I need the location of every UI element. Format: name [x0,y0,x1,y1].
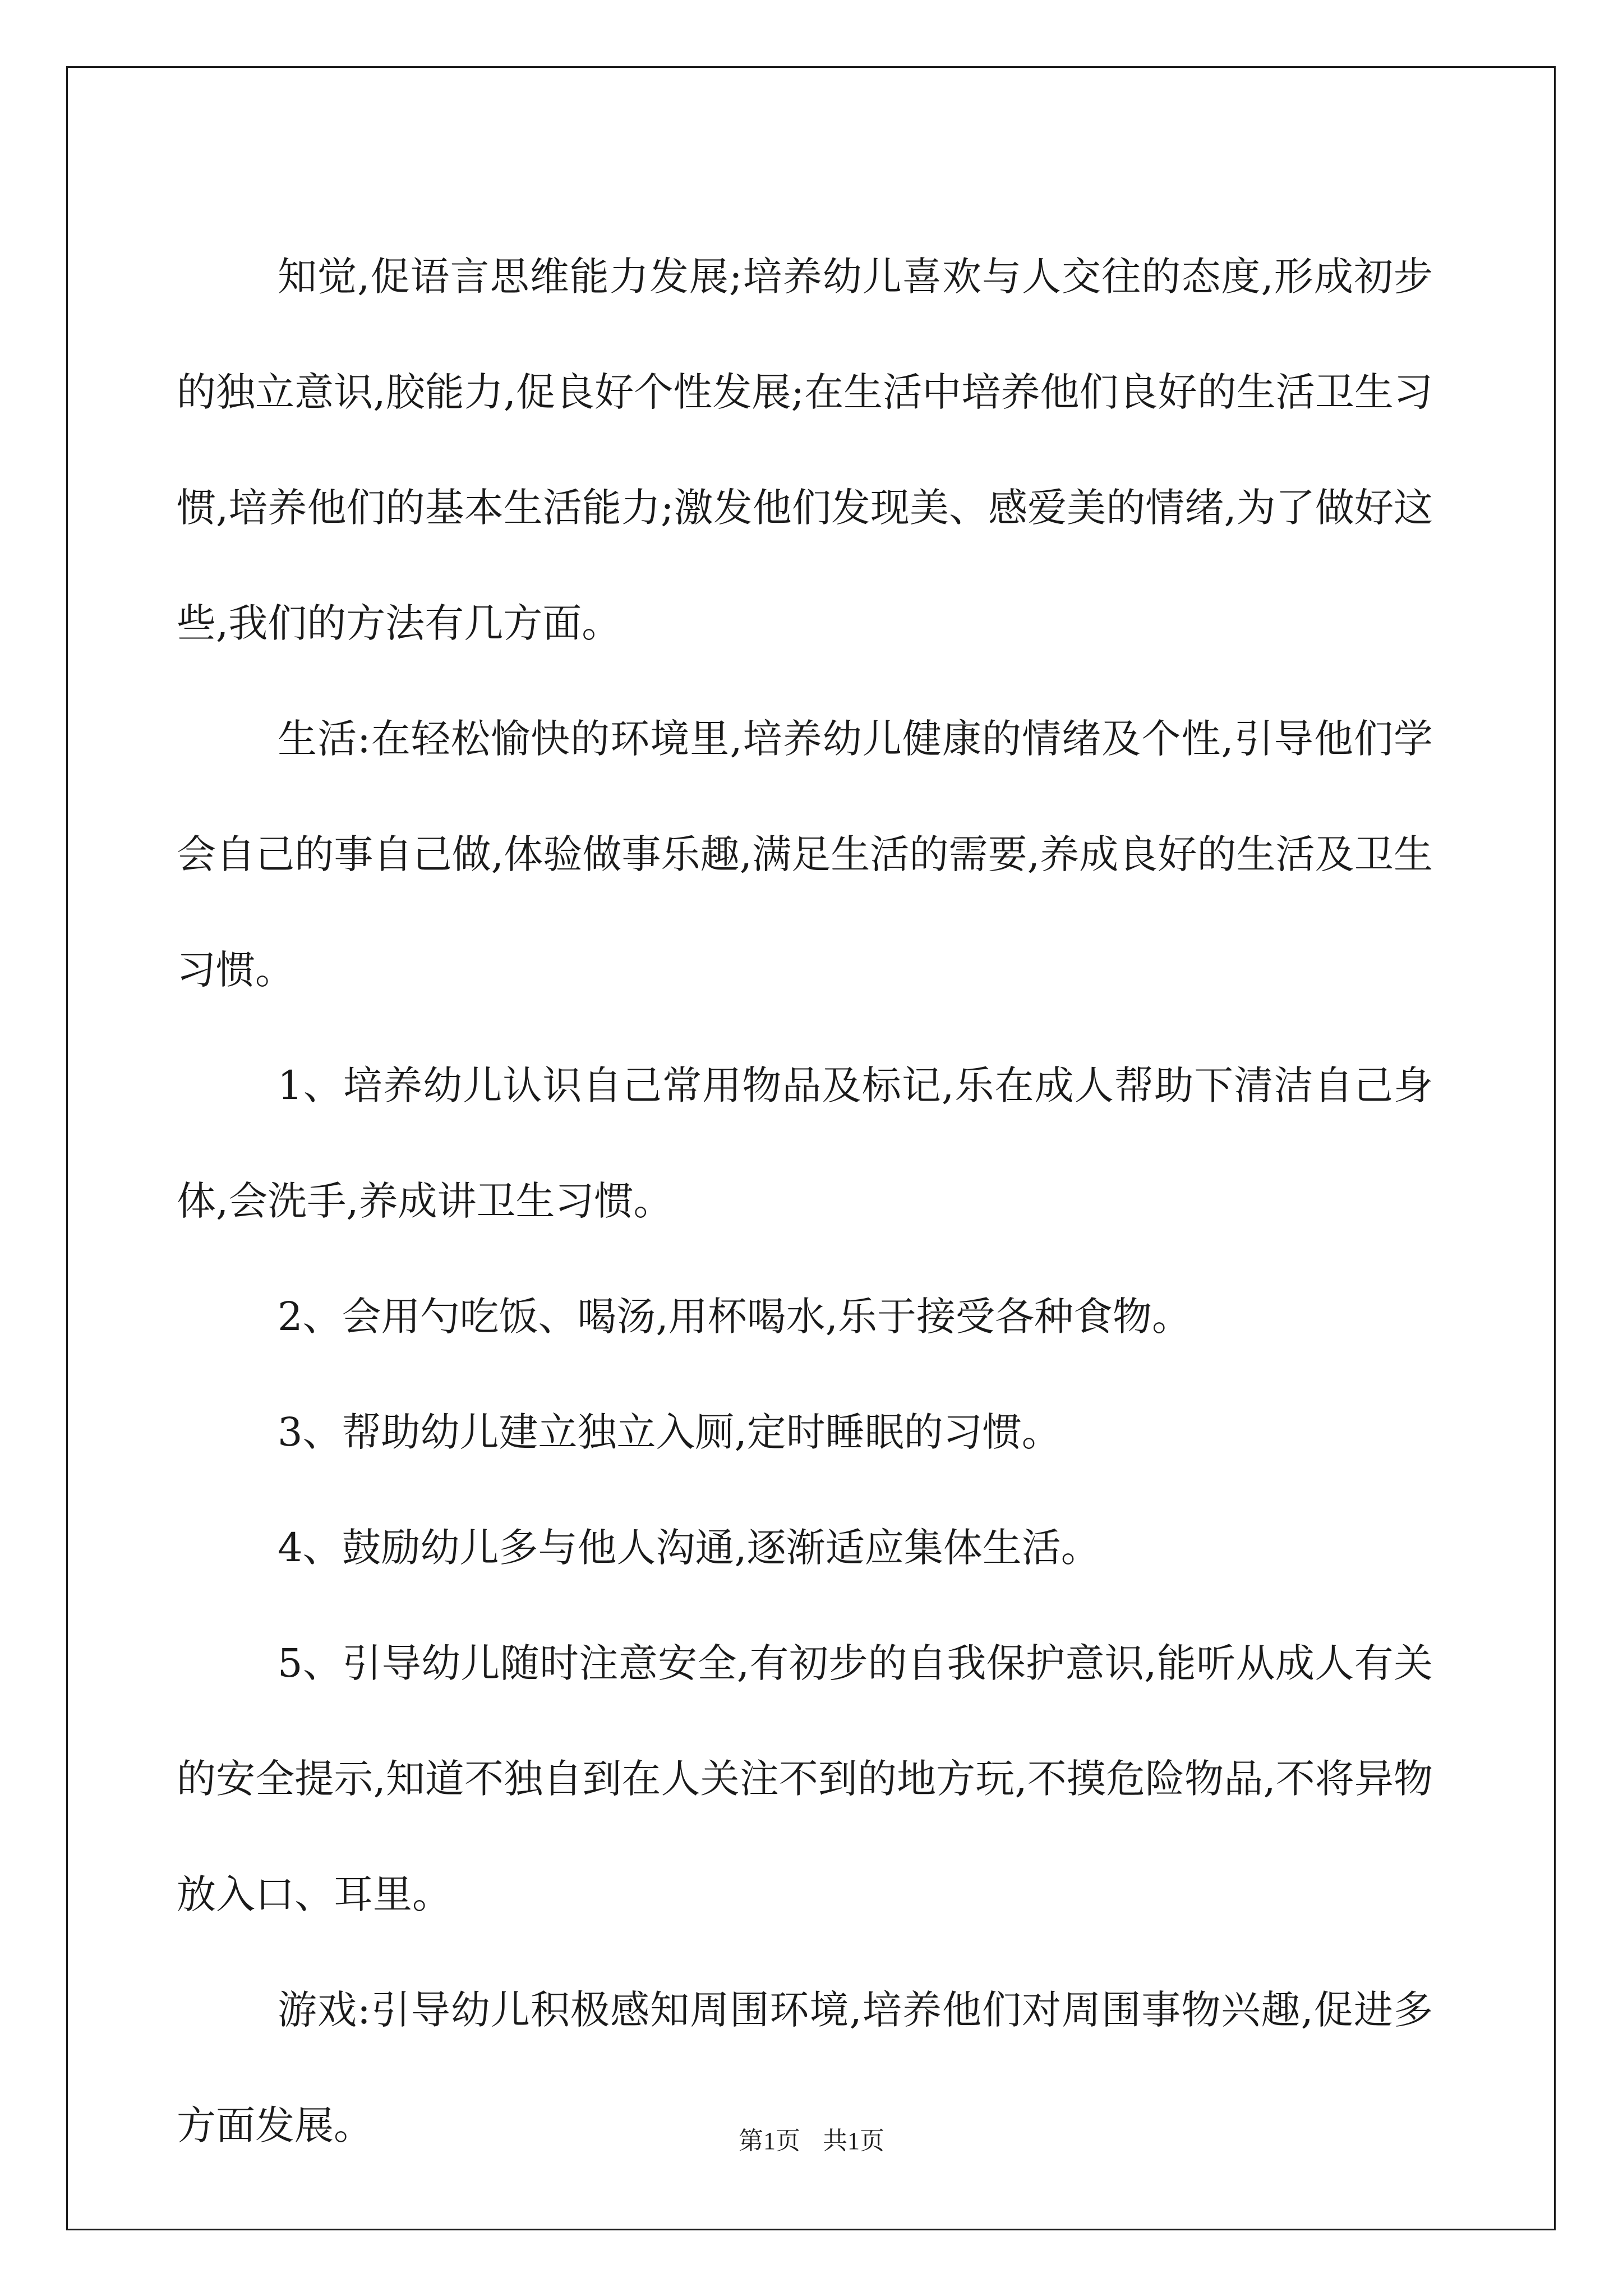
paragraph: 4、鼓励幼儿多与他人沟通,逐渐适应集体生活。 [278,1525,1100,1571]
paragraph: 5、引导幼儿随时注意安全,有初步的自我保护意识,能听从成人有关的安全提示,知道不独自到在人关注不到的地方玩,不摸危险物品,不将异物放入口、耳里。 [177,1640,1433,1917]
paragraph: 生活:在轻松愉快的环境里,培养幼儿健康的情绪及个性,引导他们学会自己的事自己做,体验做事乐趣,满足生活的需要,养成良好的生活及卫生习惯。 [177,716,1433,993]
paragraph: 游戏:引导幼儿积极感知周围环境,培养他们对周围事物兴趣,促进多方面发展。 [177,1987,1433,2148]
page-number: 第1页 [739,2127,800,2155]
document-body [177,219,1433,2183]
paragraph: 2、会用勺吃饭、喝汤,用杯喝水,乐于接受各种食物。 [278,1294,1192,1340]
total-pages: 共1页 [823,2127,884,2155]
paragraph: 知觉,促语言思维能力发展;培养幼儿喜欢与人交往的态度,形成初步的独立意识,胶能力,促良好个性发展;在生活中培养他们良好的生活卫生习惯,培养他们的基本生活能力;激发他们发现美、感爱美的情绪,为了做好这些,我们的方法有几方面。 [177,254,1433,646]
page-footer [0,2120,1623,2156]
paragraph: 1、培养幼儿认识自己常用物品及标记,乐在成人帮助下清洁自己身体,会洗手,养成讲卫生习惯。 [177,1062,1433,1224]
paragraph: 3、帮助幼儿建立独立入厕,定时睡眠的习惯。 [278,1409,1061,1455]
